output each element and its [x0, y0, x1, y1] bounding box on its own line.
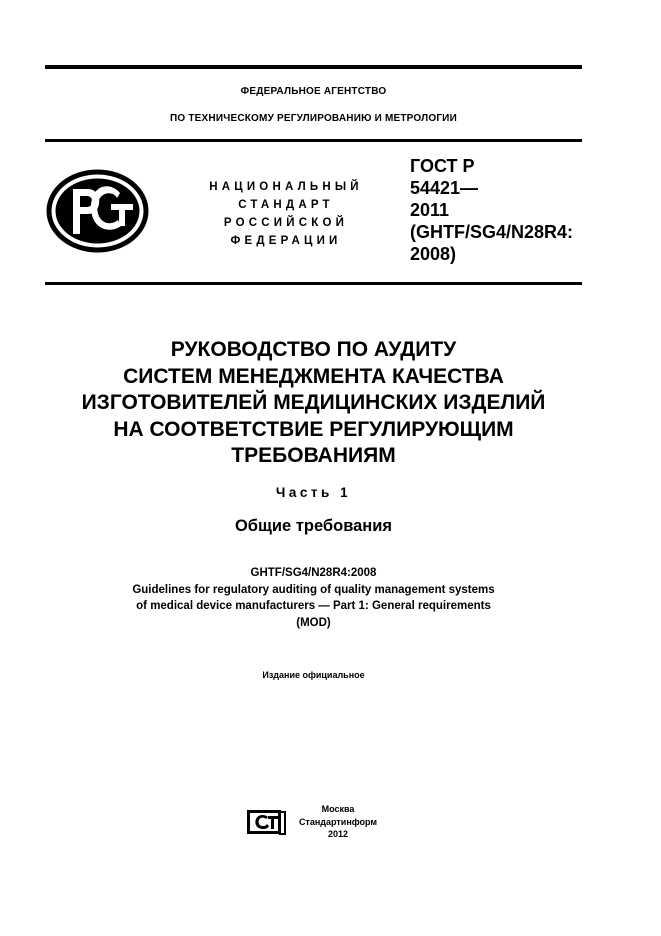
edition-label: Издание официальное [262, 670, 365, 680]
title-line: РУКОВОДСТВО ПО АУДИТУ [170, 338, 457, 361]
gost-designation [410, 155, 585, 265]
publisher-name: Стандартинформ [298, 816, 378, 827]
part-number: Часть 1 [275, 485, 352, 500]
gost-line: 2008) [410, 244, 457, 264]
title-line: СИСТЕМ МЕНЕДЖМЕНТА КАЧЕСТВА [123, 364, 504, 388]
publication-year: 2012 [327, 829, 349, 839]
english-line: of medical device manufacturers — Part 1: General requirements [136, 600, 491, 612]
document-subtitle: Общие требования [234, 517, 393, 535]
standartinform-logo-icon [246, 808, 286, 836]
gost-line: 2011 [410, 200, 450, 220]
national-standard-label [197, 178, 375, 250]
english-reference [45, 565, 582, 631]
document-title [45, 337, 582, 470]
agency-line-1: ФЕДЕРАЛЬНОЕ АГЕНТСТВО [240, 86, 387, 97]
national-line: РОССИЙСКОЙ [223, 217, 349, 229]
national-line: СТАНДАРТ [238, 199, 334, 211]
gost-line: 54421— [410, 178, 479, 198]
english-line: (MOD) [296, 616, 331, 629]
title-line: ИЗГОТОВИТЕЛЕЙ МЕДИЦИНСКИХ ИЗДЕЛИЙ [81, 391, 546, 414]
publisher-block [293, 803, 383, 841]
gost-line: ГОСТ Р [410, 156, 475, 176]
title-line: ТРЕБОВАНИЯМ [231, 444, 396, 467]
gost-line: (GHTF/SG4/N28R4: [410, 222, 574, 242]
rst-certification-mark-icon [45, 168, 150, 254]
header-rule [45, 139, 582, 142]
english-line: Guidelines for regulatory auditing of quality management systems [132, 583, 495, 596]
title-line: НА СООТВЕТСТВИЕ РЕГУЛИРУЮЩИМ [113, 417, 514, 441]
national-line: НАЦИОНАЛЬНЫЙ [209, 181, 363, 193]
standard-block-rule [45, 282, 582, 285]
national-line: ФЕДЕРАЦИИ [230, 235, 342, 247]
agency-line-2: ПО ТЕХНИЧЕСКОМУ РЕГУЛИРОВАНИЮ И МЕТРОЛОГИИ [170, 113, 457, 124]
publisher-city: Москва [321, 804, 355, 814]
english-line: GHTF/SG4/N28R4:2008 [250, 567, 377, 579]
top-rule [45, 65, 582, 69]
